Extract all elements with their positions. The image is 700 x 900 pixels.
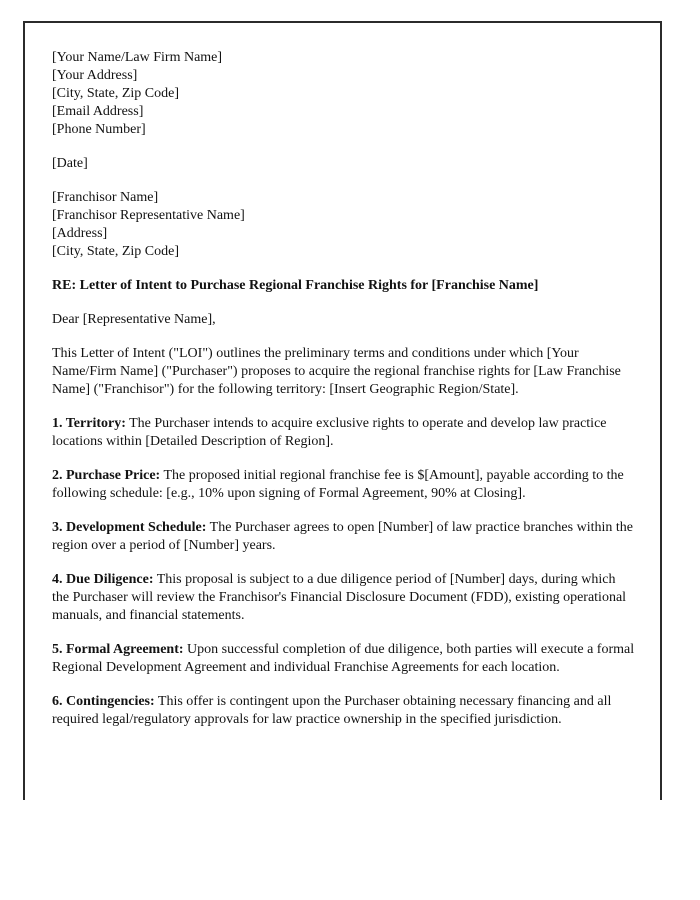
term-paragraph-territory (52, 415, 636, 451)
term-label-development-schedule: 3. Development Schedule: (52, 520, 207, 535)
sender-address-block (52, 49, 636, 139)
term-paragraph-purchase-price (52, 467, 636, 503)
franchisor-representative-line: [Franchisor Representative Name] (52, 208, 245, 223)
term-text-development-schedule: The Purchaser agrees to open [Number] of law practice branches within the region over a period of [Number] years. (52, 520, 633, 553)
term-text-due-diligence: This proposal is subject to a due diligence period of [Number] days, during which the Purchaser will review the Franchisor's Financial Disclosure Document (FDD), existing operational manuals, and financial statements. (52, 572, 627, 623)
term-label-purchase-price: 2. Purchase Price: (52, 468, 161, 483)
franchisor-name-line: [Franchisor Name] (52, 190, 159, 205)
recipient-address-block (52, 189, 636, 261)
subject-line: RE: Letter of Intent to Purchase Regional Franchise Rights for [Franchise Name] (52, 278, 539, 293)
salutation: Dear [Representative Name], (52, 312, 216, 327)
term-label-formal-agreement: 5. Formal Agreement: (52, 642, 184, 657)
sender-email-line: [Email Address] (52, 104, 144, 119)
term-text-contingencies: This offer is contingent upon the Purchaser obtaining necessary financing and all required legal/regulatory approvals for law practice ownership in the specified jurisdiction. (52, 694, 612, 727)
franchisor-address-line: [Address] (52, 226, 108, 241)
sender-city-state-zip-line: [City, State, Zip Code] (52, 86, 180, 101)
sender-name-line: [Your Name/Law Firm Name] (52, 50, 223, 65)
term-label-contingencies: 6. Contingencies: (52, 694, 155, 709)
term-text-formal-agreement: Upon successful completion of due diligence, both parties will execute a formal Regional Development Agreement and individual Franchise Agreements for each location. (52, 642, 635, 675)
term-label-territory: 1. Territory: (52, 416, 126, 431)
term-paragraph-development-schedule (52, 519, 636, 555)
term-text-purchase-price: The proposed initial regional franchise fee is $[Amount], payable according to the following schedule: [e.g., 10% upon signing of Formal Agreement, 90% at Closing]. (52, 468, 624, 501)
term-label-due-diligence: 4. Due Diligence: (52, 572, 154, 587)
term-paragraph-formal-agreement (52, 641, 636, 677)
sender-phone-line: [Phone Number] (52, 122, 146, 137)
term-paragraph-contingencies (52, 693, 636, 729)
term-text-territory: The Purchaser intends to acquire exclusive rights to operate and develop law practice locations within [Detailed Description of Region]. (52, 416, 607, 449)
intro-paragraph: This Letter of Intent ("LOI") outlines the preliminary terms and conditions under which [Your Name/Firm Name] ("Purchaser") proposes to acquire the regional franchise rights for [Law Franchise Name] ("Franchisor") for the following territory: [Insert Geographic Region/State]. (52, 346, 621, 397)
letter-border-frame (23, 21, 662, 800)
letter-content (25, 23, 660, 729)
term-paragraph-due-diligence (52, 571, 636, 625)
franchisor-city-state-zip-line: [City, State, Zip Code] (52, 244, 180, 259)
sender-address-line: [Your Address] (52, 68, 138, 83)
date-line: [Date] (52, 156, 88, 171)
